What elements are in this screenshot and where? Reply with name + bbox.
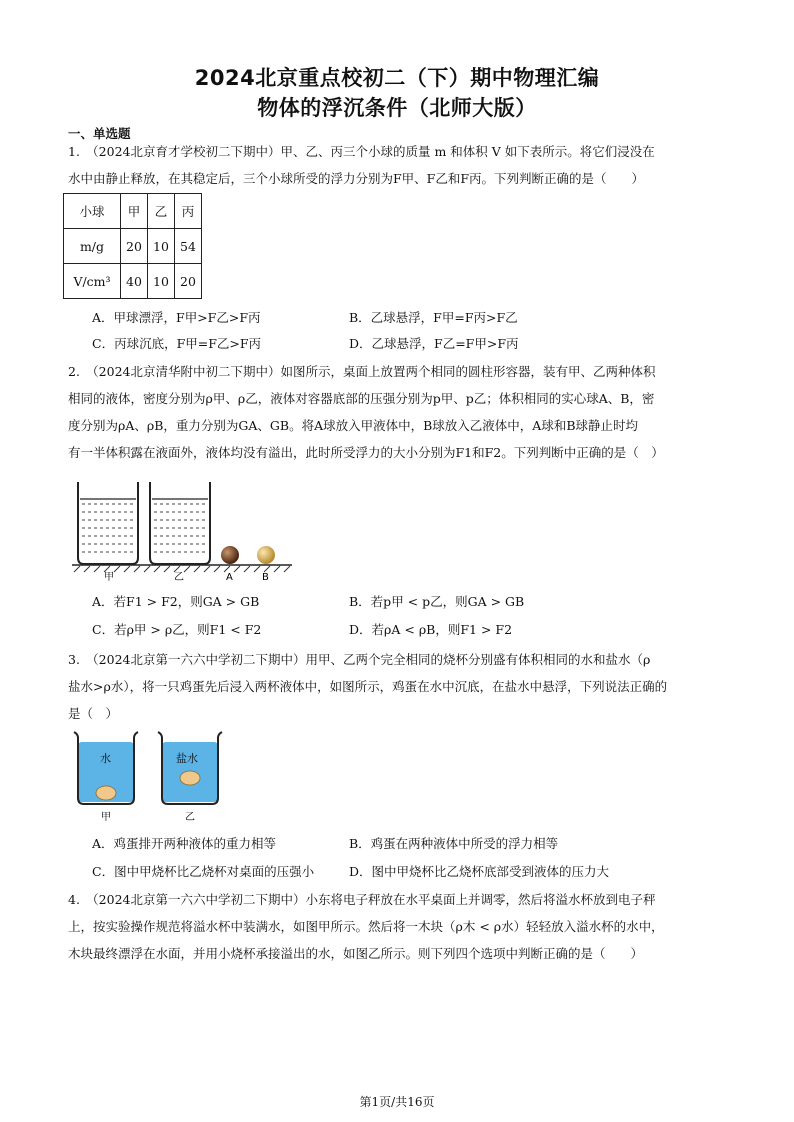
table-cell: 10 — [148, 229, 175, 264]
q2-line3: 度分别为ρA、ρB，重力分别为GA、GB。将A球放入甲液体中，B球放入乙液体中，A球和B球静止时均 — [68, 418, 639, 433]
table-cell: 54 — [175, 229, 202, 264]
q2-line1: 2. （2024北京清华附中初二下期中）如图所示，桌面上放置两个相同的圆柱形容器，装有甲、乙两种体积 — [68, 364, 656, 379]
q2-option-a[interactable]: A．若F1 > F2，则GA > GB — [92, 594, 260, 609]
table-cell: m/g — [64, 229, 121, 264]
q2-figure — [70, 478, 300, 582]
egg-sunk — [96, 786, 116, 800]
table-header-cell: 小球 — [64, 194, 121, 229]
question-4 — [68, 886, 728, 967]
q3-line1: 3. （2024北京第一六六中学初二下期中）用甲、乙两个完全相同的烧杯分别盛有体积相同的水和盐水（ρ — [68, 652, 651, 667]
table-cell: 10 — [148, 264, 175, 299]
ball-a — [221, 546, 239, 564]
q2-line2: 相同的液体，密度分别为ρ甲、ρ乙，液体对容器底部的压强分别为p甲、p乙；体积相同的实心球A、B，密 — [68, 391, 655, 406]
fig-label-jia: 甲 — [104, 572, 114, 582]
question-3 — [68, 646, 728, 727]
table-cell: 20 — [175, 264, 202, 299]
fig-label-a: A — [226, 572, 233, 582]
page-footer: 第1页/共16页 — [359, 1095, 435, 1109]
q1-option-a[interactable]: A．甲球漂浮，F甲>F乙>F丙 — [92, 310, 261, 325]
salt-water-label: 盐水 — [176, 752, 198, 765]
table-cell: V/cm³ — [64, 264, 121, 299]
q3-figure — [72, 730, 232, 826]
q4-line2: 上，按实验操作规范将溢水杯中装满水，如图甲所示。然后将一木块（ρ木 < ρ水）轻轻放入溢水杯的水中， — [68, 919, 664, 934]
q1-line1: 1. （2024北京育才学校初二下期中）甲、乙、丙三个小球的质量 m 和体积 V 如下表所示。将它们浸没在 — [68, 144, 655, 159]
q2-option-b[interactable]: B．若p甲 < p乙，则GA > GB — [349, 594, 525, 609]
water-label: 水 — [100, 752, 111, 765]
q1-option-b[interactable]: B．乙球悬浮，F甲=F丙>F乙 — [349, 310, 518, 325]
q1-option-d[interactable]: D．乙球悬浮，F乙=F甲>F丙 — [349, 336, 519, 351]
q3-line2: 盐水>ρ水），将一只鸡蛋先后浸入两杯液体中，如图所示，鸡蛋在水中沉底，在盐水中悬浮，下列说法正确的 — [68, 679, 668, 694]
q2-line4: 有一半体积露在液面外，液体均没有溢出，此时所受浮力的大小分别为F1和F2。下列判断中正确的是（ ） — [68, 445, 664, 460]
section-heading: 一、单选题 — [68, 126, 131, 141]
q1-line2: 水中由静止释放，在其稳定后，三个小球所受的浮力分别为F甲、F乙和F丙。下列判断正确的是（ ） — [68, 171, 645, 186]
q3-option-a[interactable]: A．鸡蛋排开两种液体的重力相等 — [92, 836, 277, 851]
q3-option-b[interactable]: B．鸡蛋在两种液体中所受的浮力相等 — [349, 836, 559, 851]
question-1 — [68, 138, 728, 192]
q2-option-d[interactable]: D．若ρA < ρB，则F1 > F2 — [349, 622, 513, 637]
table-cell: 40 — [121, 264, 148, 299]
table-header-cell: 乙 — [148, 194, 175, 229]
q3-option-c[interactable]: C．图中甲烧杯比乙烧杯对桌面的压强小 — [92, 864, 315, 879]
q4-line1: 4. （2024北京第一六六中学初二下期中）小东将电子秤放在水平桌面上并调零，然后将溢水杯放到电子秤 — [68, 892, 656, 907]
q3-option-d[interactable]: D．图中甲烧杯比乙烧杯底部受到液体的压力大 — [349, 864, 610, 879]
q1-data-table — [63, 193, 202, 299]
fig-label-b: B — [262, 572, 269, 582]
page-title: 2024北京重点校初二（下）期中物理汇编 — [194, 66, 600, 90]
table-header-cell: 甲 — [121, 194, 148, 229]
fig-label-yi: 乙 — [185, 812, 195, 823]
question-2 — [68, 358, 728, 466]
table-cell: 20 — [121, 229, 148, 264]
q2-option-c[interactable]: C．若ρ甲 > ρ乙，则F1 < F2 — [92, 622, 262, 637]
page-subtitle: 物体的浮沉条件（北师大版） — [257, 96, 537, 120]
table-header-cell: 丙 — [175, 194, 202, 229]
fig-label-yi: 乙 — [174, 572, 184, 582]
fig-label-jia: 甲 — [101, 812, 111, 823]
q1-option-c[interactable]: C．丙球沉底，F甲=F乙>F丙 — [92, 336, 262, 351]
egg-suspended — [180, 771, 200, 785]
q3-line3: 是（ ） — [68, 706, 119, 721]
q4-line3: 木块最终漂浮在水面，并用小烧杯承接溢出的水，如图乙所示。则下列四个选项中判断正确的是（ ） — [68, 946, 644, 961]
ball-b — [257, 546, 275, 564]
